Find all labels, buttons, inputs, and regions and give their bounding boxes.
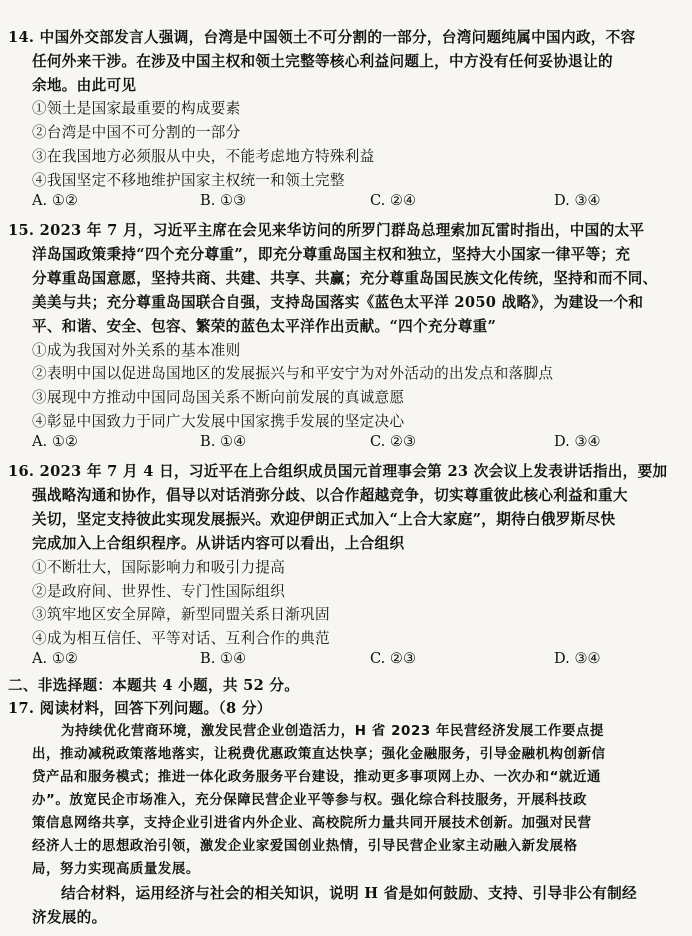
q15-option-d: D. ③④	[554, 433, 601, 450]
q17-question-line-1: 结合材料，运用经济与社会的相关知识，说明 H 省是如何鼓励、支持、引导非公有制经	[61, 885, 637, 902]
q15-item-1: ①成为我国对外关系的基本准则	[32, 342, 241, 359]
q16-option-a: A. ①②	[32, 650, 78, 667]
q14-item-4: ④我国坚定不移地维护国家主权统一和领土完整	[32, 172, 345, 189]
q15-option-c: C. ②③	[370, 433, 417, 450]
q16-item-4: ④成为相互信任、平等对话、互利合作的典范	[32, 630, 330, 647]
q16-option-c: C. ②③	[370, 650, 417, 667]
q15-stem-line-5: 平、和谐、安全、包容、繁荣的蓝色太平洋作出贡献。“四个充分尊重”	[32, 318, 497, 335]
q14-stem-line-1: 14. 中国外交部发言人强调，台湾是中国领土不可分割的一部分，台湾问题纯属中国内政，不容	[8, 29, 636, 46]
q17-material-line-5: 策信息网络共享，支持企业引进省内外企业、高校院所力量共同开展技术创新。加强对民营	[32, 816, 592, 831]
q14-item-2: ②台湾是中国不可分割的一部分	[32, 124, 241, 141]
q16-item-2: ②是政府间、世界性、专门性国际组织	[32, 583, 286, 600]
q17-material-line-3: 贷产品和服务模式；推进一体化政务服务平台建设，推动更多事项网上办、一次办和“就近通	[32, 770, 602, 785]
q14-option-d: D. ③④	[554, 192, 601, 209]
q14-stem-line-3: 余地。由此可见	[32, 77, 137, 94]
q17-material-line-2: 出，推动减税政策落地落实，让税费优惠政策直达快享；强化金融服务，引导金融机构创新信	[32, 747, 606, 762]
q16-stem-line-4: 完成加入上合组织程序。从讲话内容可以看出，上合组织	[32, 535, 405, 552]
section-heading: 二、非选择题：本题共 4 小题，共 52 分。	[8, 677, 300, 694]
q14-stem-line-2: 任何外来干涉。在涉及中国主权和领土完整等核心利益问题上，中方没有任何妥协退让的	[32, 53, 613, 70]
q15-option-b: B. ①④	[200, 433, 247, 450]
q17-material-line-7: 局，努力实现高质量发展。	[32, 862, 200, 877]
q15-option-a: A. ①②	[32, 433, 78, 450]
q17-material-line-1: 为持续优化营商环境，激发民营企业创造活力，H 省 2023 年民营经济发展工作要点提	[61, 724, 604, 739]
q16-stem-line-3: 关切，坚定支持彼此实现发展振兴。欢迎伊朗正式加入“上合大家庭”，期待白俄罗斯尽快	[32, 511, 616, 528]
q14-item-3: ③在我国地方必须服从中央，不能考虑地方特殊利益	[32, 148, 375, 165]
q17-title: 17. 阅读材料，回答下列问题。（8 分）	[8, 700, 272, 717]
q17-question-line-2: 济发展的。	[32, 909, 107, 926]
q15-item-3: ③展现中方推动中国同岛国关系不断向前发展的真诚意愿	[32, 389, 405, 406]
q17-material-line-6: 经济人士的思想政治引领，激发企业家爱国创业热情，引导民营企业家主动融入新发展格	[32, 839, 578, 854]
q16-item-3: ③筑牢地区安全屏障，新型同盟关系日渐巩固	[32, 606, 330, 623]
q16-stem-line-2: 强战略沟通和协作，倡导以对话消弥分歧、以合作超越竞争，切实尊重彼此核心利益和重大	[32, 487, 628, 504]
q17-material-line-4: 办”。放宽民企市场准入，充分保障民营企业平等参与权。强化综合科技服务，开展科技政	[32, 793, 588, 808]
q16-stem-line-1: 16. 2023 年 7 月 4 日，习近平在上合组织成员国元首理事会第 23 次会议上发表讲话指出，要加	[8, 463, 668, 480]
q16-option-b: B. ①④	[200, 650, 247, 667]
q15-stem-line-4: 美美与共；充分尊重岛国联合自强，支持岛国落实《蓝色太平洋 2050 战略》，为建设一个和	[32, 294, 644, 311]
q15-item-4: ④彰显中国致力于同广大发展中国家携手发展的坚定决心	[32, 413, 405, 430]
q14-option-a: A. ①②	[32, 192, 78, 209]
q15-stem-line-3: 分尊重岛国意愿，坚持共商、共建、共享、共赢；充分尊重岛国民族文化传统，坚持和而不同、	[32, 270, 658, 287]
q16-item-1: ①不断壮大，国际影响力和吸引力提高	[32, 559, 286, 576]
q15-stem-line-1: 15. 2023 年 7 月，习近平主席在会见来华访问的所罗门群岛总理索加瓦雷时指出，中国的太平	[8, 222, 645, 239]
q15-stem-line-2: 洋岛国政策秉持“四个充分尊重”，即充分尊重岛国主权和独立，坚持大小国家一律平等；充	[32, 246, 631, 263]
q14-option-b: B. ①③	[200, 192, 247, 209]
q16-option-d: D. ③④	[554, 650, 601, 667]
q14-item-1: ①领土是国家最重要的构成要素	[32, 100, 241, 117]
q14-option-c: C. ②④	[370, 192, 417, 209]
q15-item-2: ②表明中国以促进岛国地区的发展振兴与和平安宁为对外活动的出发点和落脚点	[32, 365, 554, 382]
